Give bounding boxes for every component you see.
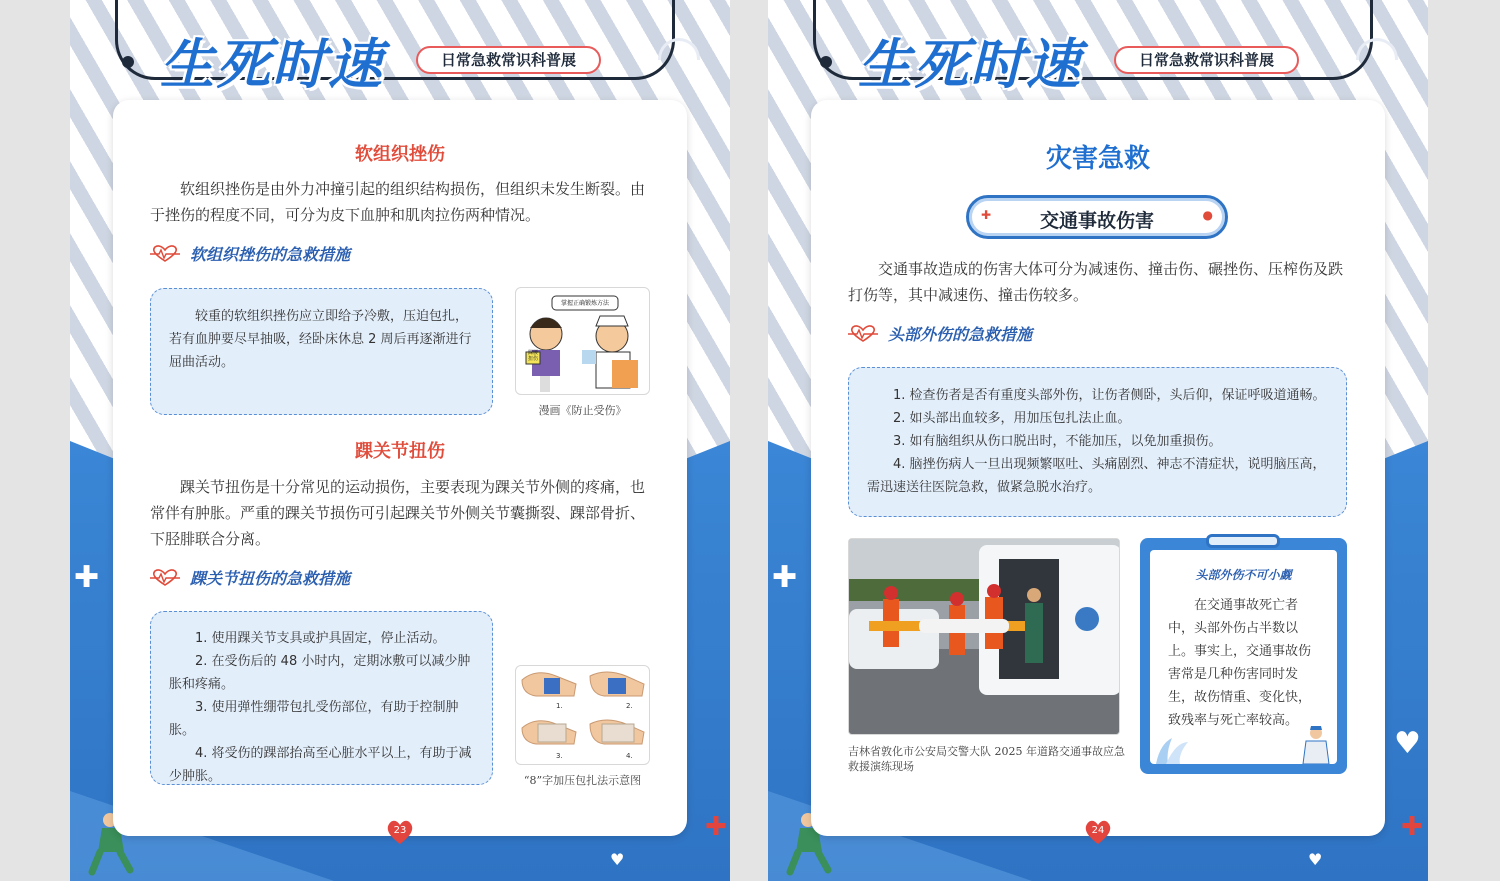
banner-subtitle: 日常急救常识科普展 — [1114, 46, 1299, 74]
image-caption: “8”字加压包扎法示意图 — [523, 774, 642, 787]
heartbeat-icon — [848, 325, 878, 343]
box-item: 1. 使用踝关节支具或护具固定，停止活动。 — [195, 631, 446, 646]
comic-image — [515, 287, 650, 395]
left-page — [70, 0, 730, 881]
plus-icon: ✚ — [705, 812, 727, 842]
stethoscope-end — [122, 56, 134, 68]
comic-tag: 踝腰扭伤 — [527, 350, 538, 362]
subheading — [848, 322, 1032, 345]
subheading-label: 踝关节扭伤的急救措施 — [190, 569, 351, 588]
content-card — [811, 100, 1385, 836]
plant-icon — [1152, 724, 1192, 764]
plus-icon: ✚ — [772, 560, 798, 595]
subheading — [150, 242, 350, 265]
topic-tag — [966, 195, 1228, 239]
banner-subtitle: 日常急救常识科普展 — [416, 46, 601, 74]
heart-icon: ♥ — [1308, 850, 1323, 869]
first-aid-box — [848, 367, 1347, 517]
content-card — [113, 100, 687, 836]
box-item: 2. 如头部出血较多，用加压包扎法止血。 — [893, 411, 1131, 426]
box-item: 3. 如有脑组织从伤口脱出时，不能加压，以免加重损伤。 — [893, 434, 1222, 449]
first-aid-box — [150, 288, 493, 415]
image-caption: 漫画《防止受伤》 — [538, 404, 627, 417]
page-number — [1084, 819, 1112, 845]
bandage-diagram — [515, 665, 650, 765]
plus-icon: ✚ — [74, 560, 100, 595]
first-aid-box — [150, 611, 493, 785]
clipboard-card — [1140, 538, 1347, 774]
box-item: 2. 在受伤后的 48 小时内，定期冰敷可以减少肿胀和疼痛。 — [169, 654, 471, 692]
comic-title: 掌握正确锻炼方法 — [560, 300, 609, 307]
section-paragraph: 踝关节扭伤是十分常见的运动损伤，主要表现为踝关节外侧的疼痛，也常伴有肿胀。严重的踝关节损伤可引起踝关节外侧关节囊撕裂、踝部骨折、下胫腓联合分离。 — [150, 478, 646, 548]
step-label: 2. — [626, 702, 633, 710]
logo-title: 生死时速 — [160, 33, 384, 96]
doctor-icon — [1299, 724, 1333, 764]
plus-icon: ✚ — [1401, 812, 1423, 842]
step-label: 4. — [626, 752, 633, 760]
rescue-drill-photo — [848, 538, 1120, 735]
clipboard-text: 在交通事故死亡者中，头部外伤占半数以上。事实上，交通事故伤害常是几种伤害同时发生，故伤情重、变化快，致残率与死亡率较高。 — [1168, 598, 1312, 728]
heartbeat-icon — [150, 569, 180, 587]
topic-tag-label: 交通事故伤害 — [1039, 210, 1154, 232]
clipboard-clip — [1206, 534, 1280, 548]
page-number — [386, 819, 414, 845]
heart-icon: ♥ — [610, 850, 625, 869]
subheading-label: 头部外伤的急救措施 — [888, 325, 1033, 344]
logo-title: 生死时速 — [858, 33, 1082, 96]
box-item: 4. 将受伤的踝部抬高至心脏水平以上，有助于减少肿胀。 — [169, 746, 472, 784]
right-page — [768, 0, 1428, 881]
section-title: 软组织挫伤 — [355, 144, 445, 165]
medicine-icon: ● — [1202, 208, 1213, 222]
section-paragraph: 交通事故造成的伤害大体可分为减速伤、撞击伤、碾挫伤、压榨伤及跌打伤等，其中减速伤、撞击伤较多。 — [848, 260, 1344, 304]
step-label: 1. — [556, 702, 563, 710]
photo-caption: 吉林省敦化市公安局交警大队 2025 年道路交通事故应急救援演练现场 — [848, 745, 1125, 773]
subheading-label: 软组织挫伤的急救措施 — [190, 245, 351, 264]
section-title: 踝关节扭伤 — [355, 441, 445, 462]
heartbeat-icon — [150, 245, 180, 263]
subheading — [150, 566, 350, 589]
page-number-label: 24 — [1091, 825, 1105, 836]
box-item: 1. 检查伤者是否有重度头部外伤，让伤者侧卧，头后仰，保证呼吸道通畅。 — [893, 388, 1326, 403]
clipboard-title: 头部外伤不可小觑 — [1195, 568, 1292, 582]
box-item: 4. 脑挫伤病人一旦出现频繁呕吐、头痛剧烈、神志不清症状，说明脑压高，需迅速送往医院急救，做紧急脱水治疗。 — [867, 457, 1326, 495]
page-title: 灾害急救 — [1045, 144, 1150, 174]
page-number-label: 23 — [393, 825, 407, 836]
step-label: 3. — [556, 752, 563, 760]
box-text: 较重的软组织挫伤应立即给予冷敷，压迫包扎，若有血肿要尽早抽吸，经卧床休息 2 周后再逐渐进行屈曲活动。 — [169, 309, 472, 370]
ambulance-icon: ✚ — [981, 208, 992, 222]
heart-icon: ♥ — [1394, 726, 1421, 761]
clipboard-paper — [1150, 550, 1337, 764]
section-paragraph: 软组织挫伤是由外力冲撞引起的组织结构损伤，但组织未发生断裂。由于挫伤的程度不同，可分为皮下血肿和肌肉拉伤两种情况。 — [150, 180, 646, 224]
stethoscope-end — [820, 56, 832, 68]
box-item: 3. 使用弹性绷带包扎受伤部位，有助于控制肿胀。 — [169, 700, 459, 738]
